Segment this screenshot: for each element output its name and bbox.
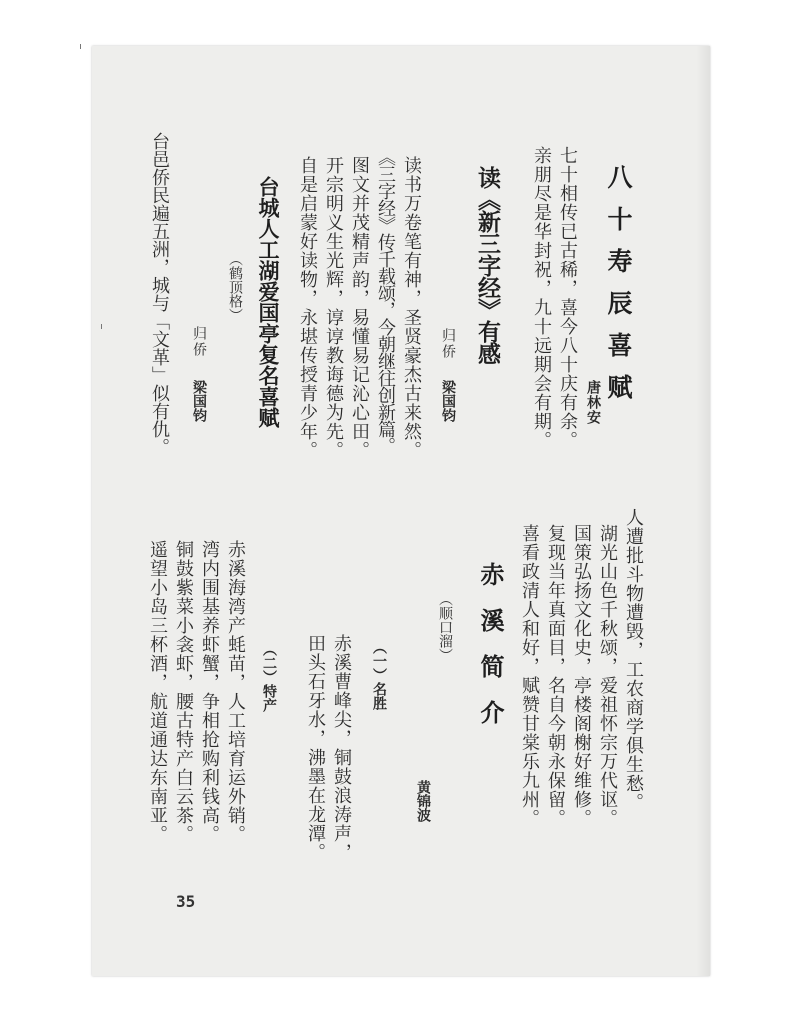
- section1-line-2: 田头石牙水，沸墨在龙潭。: [305, 634, 326, 862]
- section2-heading: （二）特产: [261, 642, 277, 712]
- section1-line-1: 赤溪曹峰尖，铜鼓浪涛声，: [331, 634, 352, 862]
- crop-mark-top-left: [80, 44, 81, 49]
- section2-line-1: 赤溪海湾产蚝苗，人工培育运外销。: [225, 540, 246, 844]
- section1-heading: （一）名胜: [371, 640, 387, 710]
- poem2-line-5: 自是启蒙好读物，永堪传授青少年。: [297, 156, 318, 460]
- continuation-line-5: 喜看政清人和好，赋赞甘棠乐九州。: [519, 524, 540, 828]
- article-author: 黄锦波: [415, 780, 431, 822]
- poem3-author: 梁国钧: [191, 380, 207, 422]
- section2-line-2: 湾内围基养虾蟹，争相抢购利钱高。: [199, 540, 220, 844]
- poem2-title: 读《新三字经》有感: [474, 166, 501, 364]
- poem2-line-3: 图文并茂精声韵，易懂易记沁心田。: [349, 156, 370, 460]
- section2-line-4: 遥望小岛三杯酒，航道通达东南亚。: [147, 540, 168, 844]
- continuation-line-4: 复现当年真面目，名自今朝永保留。: [545, 524, 566, 828]
- poem3-line-1: 台邑侨民遍五洲，城与「文革」似有仇。: [149, 132, 170, 456]
- continuation-line-3: 国策弘扬文化史，亭楼阁榭好维修。: [571, 524, 592, 828]
- book-page: [92, 46, 710, 976]
- poem1-line-1: 七十相传已古稀，喜今八十庆有余。: [557, 146, 578, 450]
- continuation-line-2: 湖光山色千秋颂，爱祖怀宗万代讴。: [597, 524, 618, 828]
- page-edge-shadow: [696, 46, 710, 976]
- poem3-author-prefix: 归侨: [191, 326, 207, 358]
- poem2-author-prefix: 归侨: [440, 328, 456, 360]
- poem1-author: 唐林安: [585, 380, 601, 425]
- crop-mark-mid-left: [101, 324, 102, 329]
- page-number: 35: [176, 892, 196, 911]
- poem2-line-4: 开宗明义生光辉，谆谆教诲德为先。: [323, 156, 344, 460]
- poem2-line-2: 《三字经》传千载颂，今朝继往创新篇。: [375, 148, 396, 454]
- continuation-line-1: 人遭批斗物遭毁，工农商学俱生愁。: [623, 508, 644, 812]
- section2-line-3: 铜鼓紫菜小衾虾，腰古特产白云茶。: [173, 540, 194, 844]
- poem3-subtitle: （鹤顶格）: [227, 252, 243, 322]
- article-subtitle: （顺口溜）: [437, 592, 453, 662]
- poem1-title: 八十寿辰喜赋: [604, 164, 633, 416]
- poem2-line-1: 读书万卷笔有神，圣贤豪杰古来然。: [401, 156, 422, 460]
- article-title: 赤溪简介: [476, 562, 505, 746]
- poem3-title: 台城人工湖爱国亭复名喜赋: [256, 176, 281, 428]
- poem1-line-2: 亲朋尽是华封祝，九十远期会有期。: [531, 146, 552, 450]
- poem2-author: 梁国钧: [440, 380, 456, 422]
